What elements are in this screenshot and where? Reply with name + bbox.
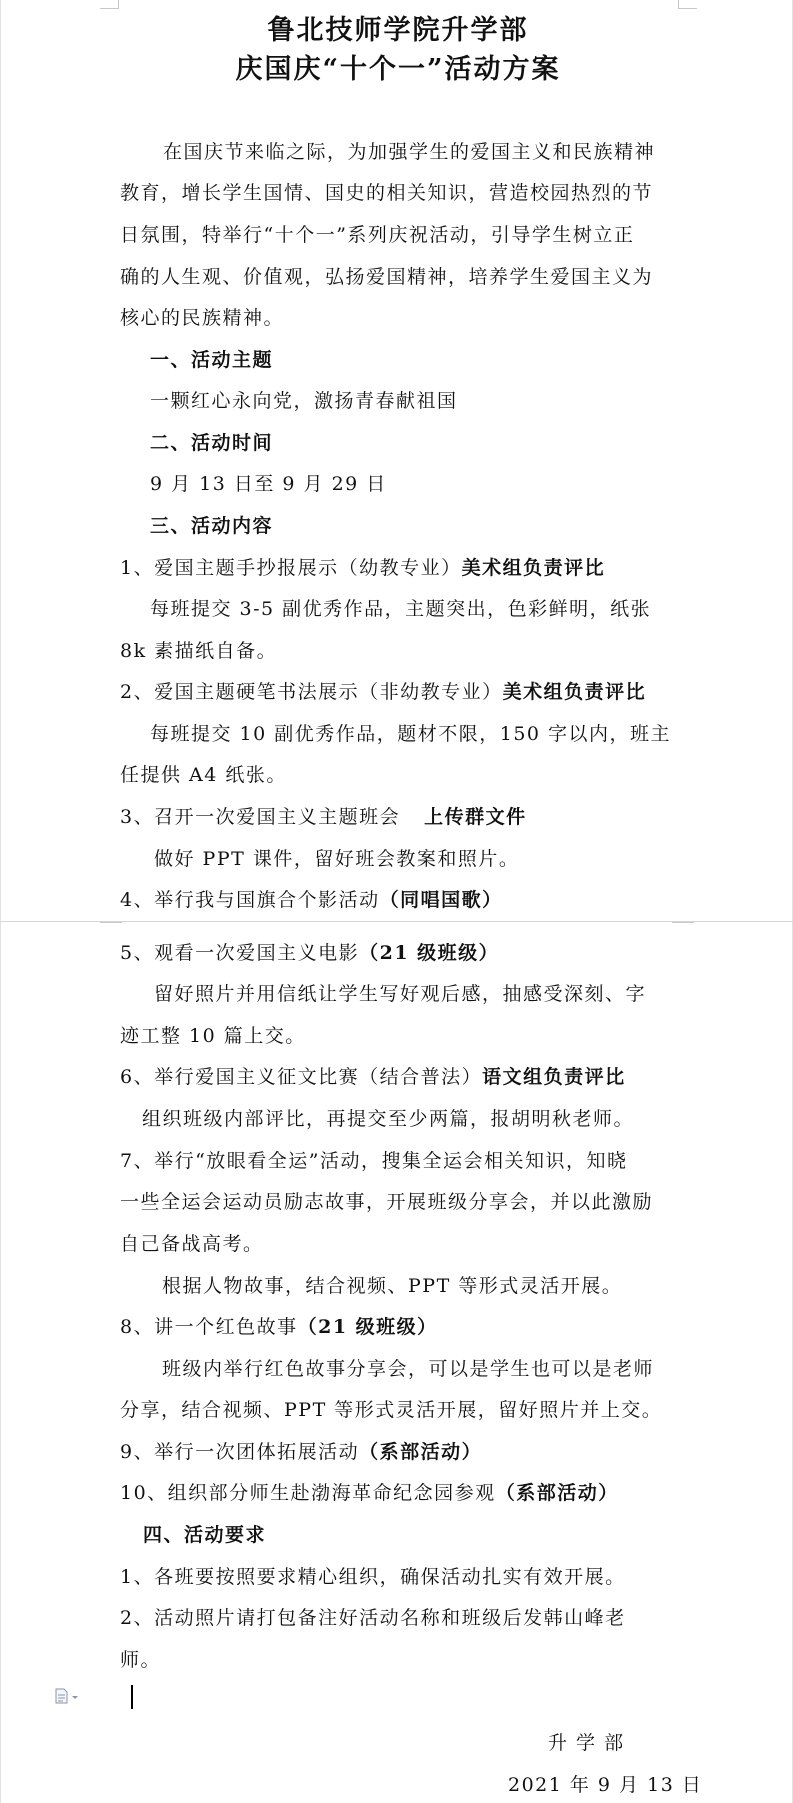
intro-paragraph-line: 日氛围，特举行“十个一”系列庆祝活动，引导学生树立正 xyxy=(120,224,635,246)
activity-item-body: 迹工整 10 篇上交。 xyxy=(120,1025,306,1047)
intro-paragraph-line: 在国庆节来临之际，为加强学生的爱国主义和民族精神 xyxy=(163,141,656,163)
activity-item-title: 4、举行我与国旗合个影活动（同唱国歌） xyxy=(120,889,503,911)
intro-paragraph-line: 确的人生观、价值观，弘扬爱国精神，培养学生爱国主义为 xyxy=(120,266,654,288)
activity-item-title: 5、观看一次爱国主义电影（21 级班级） xyxy=(120,942,500,964)
document-title-line1: 鲁北技师学院升学部 xyxy=(267,15,529,46)
activity-item-body: 任提供 A4 纸张。 xyxy=(120,764,287,786)
requirement-item: 师。 xyxy=(120,1649,162,1671)
activity-item-body: 每班提交 10 副优秀作品，题材不限，150 字以内，班主 xyxy=(150,723,672,745)
activity-item-title: 2、爱国主题硬笔书法展示（非幼教专业）美术组负责评比 xyxy=(120,681,647,703)
page-left-edge xyxy=(0,0,1,1803)
activity-item-title: 1、爱国主题手抄报展示（幼教专业）美术组负责评比 xyxy=(120,557,606,579)
activity-item-title: 6、举行爱国主义征文比赛（结合普法）语文组负责评比 xyxy=(120,1066,626,1088)
activity-item-title: 3、召开一次爱国主义主题班会 上传群文件 xyxy=(120,806,527,828)
requirement-item: 1、各班要按照要求精心组织，确保活动扎实有效开展。 xyxy=(120,1566,626,1588)
margin-corner-mark xyxy=(672,922,694,931)
margin-corner-mark xyxy=(100,0,119,9)
paste-options-icon[interactable] xyxy=(55,1688,83,1704)
margin-corner-mark xyxy=(100,922,122,931)
activity-item-title: 10、组织部分师生赴渤海革命纪念园参观（系部活动） xyxy=(120,1482,619,1504)
activity-item-body: 8k 素描纸自备。 xyxy=(120,640,278,662)
section-heading-theme: 一、活动主题 xyxy=(150,349,274,371)
intro-paragraph-line: 核心的民族精神。 xyxy=(120,307,285,329)
intro-paragraph-line: 教育，增长学生国情、国史的相关知识，营造校园热烈的节 xyxy=(120,182,654,204)
section-heading-content: 三、活动内容 xyxy=(150,515,274,537)
requirement-item: 2、活动照片请打包备注好活动名称和班级后发韩山峰老 xyxy=(120,1607,626,1629)
activity-item-body: 留好照片并用信纸让学生写好观后感，抽感受深刻、字 xyxy=(154,983,647,1005)
activity-item-body: 做好 PPT 课件，留好班会教案和照片。 xyxy=(154,848,520,870)
document-title-line2: 庆国庆“十个一”活动方案 xyxy=(235,54,561,85)
activity-item-title: 8、讲一个红色故事（21 级班级） xyxy=(120,1316,438,1338)
activity-item-title: 9、举行一次团体拓展活动（系部活动） xyxy=(120,1441,483,1463)
section-text-time: 9 月 13 日至 9 月 29 日 xyxy=(150,473,387,495)
activity-item-body: 班级内举行红色故事分享会，可以是学生也可以是老师 xyxy=(162,1358,655,1380)
section-heading-time: 二、活动时间 xyxy=(150,432,274,454)
activity-item-body: 根据人物故事，结合视频、PPT 等形式灵活开展。 xyxy=(162,1275,623,1297)
margin-corner-mark xyxy=(678,0,697,9)
activity-item-title: 自己备战高考。 xyxy=(120,1233,264,1255)
activity-item-title: 7、举行“放眼看全运”活动，搜集全运会相关知识，知晓 xyxy=(120,1150,628,1172)
section-heading-requirements: 四、活动要求 xyxy=(143,1524,267,1546)
text-cursor xyxy=(131,1685,133,1709)
activity-item-body: 组织班级内部评比，再提交至少两篇，报胡明秋老师。 xyxy=(142,1108,635,1130)
signature-department: 升 学 部 xyxy=(548,1732,625,1754)
activity-item-title: 一些全运会运动员励志故事，开展班级分享会，并以此激励 xyxy=(120,1191,654,1213)
section-text-theme: 一颗红心永向党，激扬青春献祖国 xyxy=(150,390,458,412)
signature-date: 2021 年 9 月 13 日 xyxy=(508,1774,703,1796)
activity-item-body: 分享，结合视频、PPT 等形式灵活开展，留好照片并上交。 xyxy=(120,1399,663,1421)
activity-item-body: 每班提交 3-5 副优秀作品，主题突出，色彩鲜明，纸张 xyxy=(150,598,652,620)
